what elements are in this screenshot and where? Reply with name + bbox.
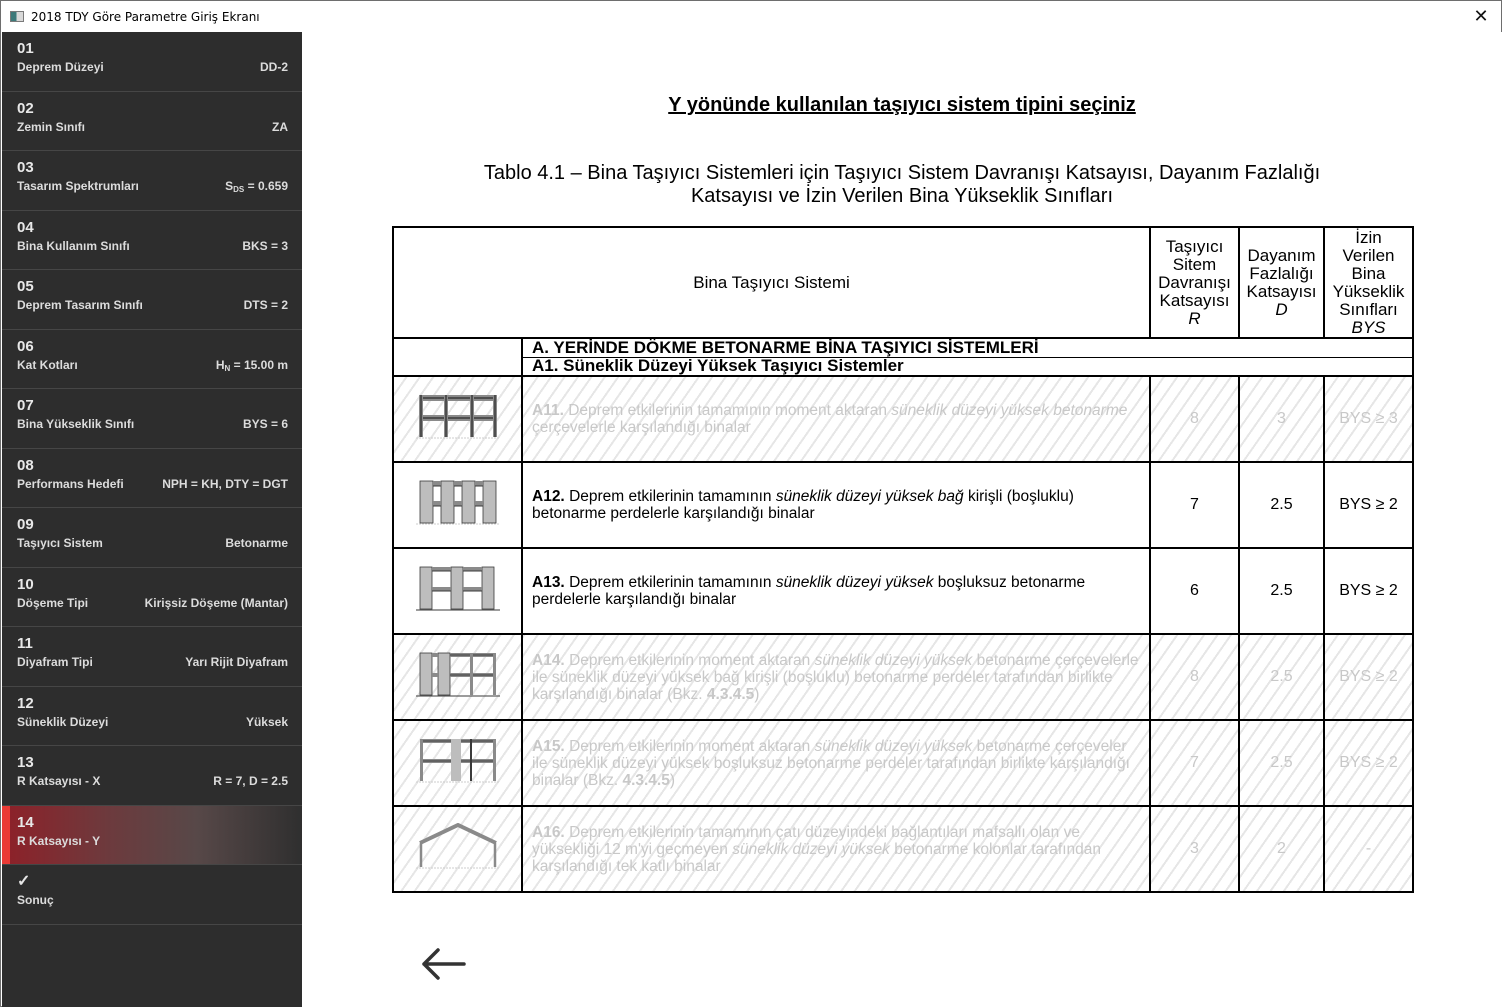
step-number: 01	[17, 40, 34, 57]
description-segment: süneklik düzeyi yüksek	[814, 651, 973, 669]
step-label: Döşeme Tipi	[17, 595, 89, 610]
step-value: DD-2	[259, 60, 288, 74]
section-a1-title: A1. Süneklik Düzeyi Yüksek Taşıyıcı Sistemler	[522, 357, 1413, 376]
sidebar-step-13[interactable]	[2, 746, 302, 806]
wizard-sidebar	[2, 32, 302, 1007]
col-header-line: Sınıfları	[1339, 299, 1398, 319]
value-bys: BYS ≥ 2	[1324, 634, 1413, 720]
table-title	[392, 162, 1412, 208]
solid-wall-icon	[416, 600, 500, 617]
frame-solid-wall-icon	[416, 772, 500, 789]
system-code: A12.	[532, 488, 565, 505]
sidebar-step-6[interactable]	[2, 330, 302, 390]
sidebar-step-1[interactable]	[2, 32, 302, 92]
step-label: Zemin Sınıfı	[17, 119, 86, 134]
system-description	[522, 634, 1150, 720]
window-title: 2018 TDY Göre Parametre Giriş Ekranı	[31, 9, 260, 24]
step-label: R Katsayısı - Y	[17, 833, 101, 848]
description-segment: kirişli (boşluklu) betonarme perdelerle karşılandığı binalar	[532, 488, 1074, 522]
step-value: Yüksek	[245, 714, 288, 729]
system-code: A13.	[532, 574, 565, 591]
title-bar	[1, 1, 1501, 32]
step-value: DTS = 2	[243, 298, 288, 312]
sidebar-step-11[interactable]	[2, 627, 302, 687]
description-segment: )	[669, 771, 676, 789]
step-number: 12	[17, 694, 34, 712]
col-header-line: Davranışı	[1158, 272, 1231, 292]
col-header-line: Taşıyıcı	[1165, 236, 1224, 256]
coupled-wall-icon	[416, 514, 500, 531]
sidebar-step-9[interactable]	[2, 508, 302, 568]
page-heading: Y yönünde kullanılan taşıyıcı sistem tipini seçiniz	[668, 94, 1136, 116]
step-value: Yarı Rijit Diyafram	[185, 655, 288, 669]
arrow-left-icon	[420, 944, 470, 984]
system-description	[522, 548, 1150, 634]
step-number: 14	[17, 813, 34, 831]
step-number: 13	[17, 754, 34, 771]
value-r: 7	[1150, 462, 1239, 548]
col-header-d-symbol: D	[1275, 299, 1288, 319]
value-d: 2.5	[1239, 548, 1324, 634]
description-segment: Deprem etkilerinin tamamının moment aktaran	[568, 402, 892, 419]
app-icon	[10, 11, 24, 22]
description-segment: betonarme	[1053, 402, 1128, 419]
value-d: 2	[1239, 806, 1324, 892]
description-segment: betonarme çerçeveler ile süneklik düzeyi yüksek boşluksuz betonarme perdeler tarafından birlikte karşılandığı binalar (Bkz.	[532, 737, 1130, 789]
col-header-d	[1239, 227, 1324, 338]
col-header-line: Fazlalığı	[1249, 263, 1314, 283]
step-value: R = 7, D = 2.5	[213, 774, 288, 788]
sidebar-step-3[interactable]	[2, 151, 302, 211]
step-value	[225, 179, 288, 194]
step-value-subscript: N	[224, 363, 231, 373]
sidebar-step-10[interactable]	[2, 568, 302, 628]
step-number: 11	[17, 635, 33, 652]
col-header-line: Sitem	[1172, 254, 1217, 274]
system-code: A16.	[532, 823, 565, 841]
description-segment: 4.3.4.5	[622, 771, 670, 789]
value-d: 2.5	[1239, 634, 1324, 720]
description-segment: Deprem etkilerinin tamamının çatı düzeyindeki bağlantıları mafsallı olan ve yüksekliği 12 m'yi geçmeyen	[532, 823, 1080, 858]
step-number: 05	[17, 278, 34, 295]
check-icon: ✓	[17, 873, 31, 890]
step-value-symbol: S	[225, 179, 234, 193]
col-header-r-symbol: R	[1188, 308, 1201, 328]
step-label: Süneklik Düzeyi	[17, 714, 109, 729]
col-header-line: Dayanım	[1247, 245, 1316, 265]
description-segment: süneklik düzeyi yüksek	[891, 402, 1049, 419]
description-segment: süneklik düzeyi yüksek	[732, 840, 890, 858]
step-value: ZA	[272, 119, 288, 134]
system-row-a15	[393, 720, 1413, 806]
back-button[interactable]	[420, 944, 470, 984]
system-row-a13[interactable]	[393, 548, 1413, 634]
step-label: Taşıyıcı Sistem	[17, 536, 103, 550]
section-row-a1	[393, 357, 1413, 376]
col-header-bys-symbol: BYS	[1351, 317, 1386, 337]
value-d: 3	[1239, 376, 1324, 462]
step-label: Bina Yükseklik Sınıfı	[17, 417, 135, 431]
single-storey-roof-icon	[416, 858, 500, 875]
system-description	[522, 462, 1150, 548]
step-number: 10	[17, 575, 34, 593]
value-bys: -	[1324, 806, 1413, 892]
system-code: A14.	[532, 651, 565, 669]
value-r: 8	[1150, 634, 1239, 720]
description-segment: betonarme çerçevelerle ile süneklik düzeyi yüksek bağ kirişli (boşluklu) betonarme perdeler tarafından birlikte karşılandığı binalar (Bkz.	[532, 651, 1139, 703]
step-value-symbol: H	[215, 357, 225, 372]
system-code: A15.	[532, 737, 565, 755]
col-header-line: Katsayısı	[1246, 281, 1317, 301]
table-title-line-2: Katsayısı ve İzin Verilen Bina Yükseklik Sınıfları	[690, 185, 1114, 207]
step-value: BYS = 6	[242, 417, 288, 431]
step-number: 08	[17, 456, 34, 474]
step-label: Kat Kotları	[17, 357, 78, 372]
system-row-a11	[393, 376, 1413, 462]
value-d: 2.5	[1239, 462, 1324, 548]
section-row-a	[393, 338, 1413, 357]
sidebar-step-14[interactable]	[2, 806, 302, 866]
col-header-line: Katsayısı	[1159, 290, 1230, 310]
system-description	[522, 720, 1150, 806]
close-button[interactable]: ✕	[1473, 6, 1489, 26]
step-number: 03	[17, 159, 34, 176]
step-value: NPH = KH, DTY = DGT	[162, 476, 288, 491]
step-value	[216, 358, 288, 373]
sidebar-step-12[interactable]	[2, 687, 302, 747]
step-number: 02	[17, 99, 34, 117]
step-label: Tasarım Spektrumları	[17, 179, 139, 193]
frame-system-icon	[416, 428, 500, 445]
value-bys: BYS ≥ 2	[1324, 462, 1413, 548]
col-header-line: Yükseklik	[1332, 281, 1405, 301]
col-header-r	[1150, 227, 1239, 338]
col-header-bys	[1324, 227, 1413, 338]
value-bys: BYS ≥ 2	[1324, 548, 1413, 634]
step-label: Deprem Tasarım Sınıfı	[17, 298, 143, 312]
value-r: 6	[1150, 548, 1239, 634]
step-label: R Katsayısı - X	[17, 774, 101, 788]
description-segment: çerçevelerle karşılandığı binalar	[532, 419, 751, 436]
description-segment: )	[754, 685, 760, 703]
step-value: Kirişsiz Döşeme (Mantar)	[144, 595, 288, 610]
value-r: 8	[1150, 376, 1239, 462]
step-value-rest: = 15.00 m	[230, 357, 288, 372]
step-label: Bina Kullanım Sınıfı	[17, 238, 130, 253]
step-value-subscript: DS	[233, 185, 245, 194]
section-a-title: A. YERİNDE DÖKME BETONARME BİNA TAŞIYICI SİSTEMLERİ	[522, 338, 1413, 357]
section-empty-cell	[393, 338, 522, 376]
system-description	[522, 806, 1150, 892]
table-title-line-1: Tablo 4.1 – Bina Taşıyıcı Sistemleri için Taşıyıcı Sistem Davranışı Katsayısı, Dayanım Fazlalığı	[483, 162, 1321, 184]
frame-coupled-wall-icon	[416, 686, 500, 703]
description-segment: süneklik düzeyi yüksek bağ	[775, 488, 964, 505]
table-header-row	[393, 227, 1413, 338]
system-row-a16	[393, 806, 1413, 892]
value-bys: BYS ≥ 2	[1324, 720, 1413, 806]
description-segment: Deprem etkilerinin moment aktaran	[569, 651, 815, 669]
step-value: BKS = 3	[242, 238, 288, 253]
step-number: 09	[17, 516, 34, 533]
value-bys: BYS ≥ 3	[1324, 376, 1413, 462]
sidebar-step-7[interactable]	[2, 389, 302, 449]
value-d: 2.5	[1239, 720, 1324, 806]
value-r: 7	[1150, 720, 1239, 806]
sidebar-step-15[interactable]	[2, 865, 302, 925]
system-row-a12[interactable]	[393, 462, 1413, 548]
step-label: Sonuç	[17, 893, 54, 907]
step-label: Diyafram Tipi	[17, 655, 93, 669]
structural-system-table	[392, 226, 1414, 893]
step-label: Deprem Düzeyi	[17, 60, 104, 74]
description-segment: betonarme kolonlar tarafından karşılandığı tek katlı binalar	[532, 840, 1102, 875]
description-segment: süneklik düzeyi yüksek	[775, 574, 934, 591]
col-header-line: Verilen	[1342, 245, 1395, 265]
sidebar-step-5[interactable]	[2, 270, 302, 330]
system-description	[522, 376, 1150, 462]
description-segment: boşluksuz betonarme perdelerle karşılandığı binalar	[532, 574, 1086, 608]
sidebar-step-8[interactable]	[2, 449, 302, 509]
description-segment: Deprem etkilerinin tamamının	[569, 488, 776, 505]
step-value: Betonarme	[225, 536, 288, 550]
description-segment: 4.3.4.5	[706, 685, 755, 703]
system-code: A11.	[532, 402, 564, 419]
sidebar-step-4[interactable]	[2, 211, 302, 271]
col-header-line: İzin	[1355, 227, 1382, 247]
step-value-rest: = 0.659	[244, 179, 288, 193]
step-number: 04	[17, 218, 34, 236]
step-label: Performans Hedefi	[17, 476, 124, 491]
step-number: 06	[17, 337, 34, 355]
system-row-a14	[393, 634, 1413, 720]
description-segment: Deprem etkilerinin tamamının	[569, 574, 776, 591]
description-segment: Deprem etkilerinin moment aktaran	[569, 737, 815, 755]
value-r: 3	[1150, 806, 1239, 892]
main-panel	[302, 32, 1502, 1007]
col-header-line: Bina	[1351, 263, 1386, 283]
col-header-system: Bina Taşıyıcı Sistemi	[393, 227, 1150, 338]
step-number: 07	[17, 397, 34, 414]
description-segment: süneklik düzeyi yüksek	[814, 737, 973, 755]
sidebar-step-2[interactable]	[2, 92, 302, 152]
